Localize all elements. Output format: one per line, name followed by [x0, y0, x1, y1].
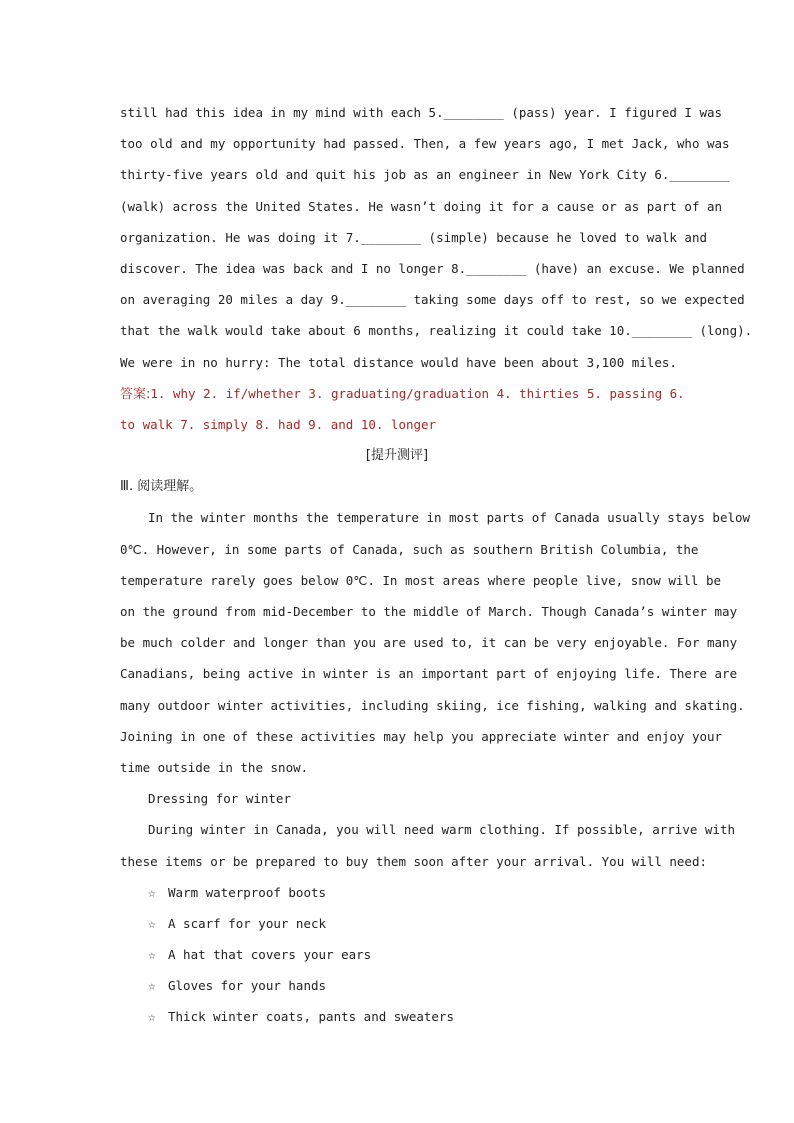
section-tag: [提升测评]: [365, 448, 429, 464]
subheading: Dressing for winter: [148, 791, 291, 807]
list-item: ☆ Gloves for your hands: [120, 970, 674, 1001]
star-icon: ☆: [148, 978, 156, 994]
passage-line: (walk) across the United States. He wasn’t doing it for a cause or as part of an: [120, 198, 723, 214]
answer-key: [120, 378, 685, 440]
star-icon: ☆: [148, 884, 156, 900]
dressing-line: these items or be prepared to buy them soon after your arrival. You will need:: [120, 853, 707, 869]
star-icon: ☆: [148, 915, 156, 931]
passage-line: discover. The idea was back and I no longer 8.________ (have) an excuse. We planned: [120, 260, 745, 276]
section-heading: Ⅲ. 阅读理解。: [120, 479, 203, 495]
answer-label: 答案:: [120, 386, 151, 402]
passage-line: still had this idea in my mind with each 5.________ (pass) year. I figured I was: [120, 105, 723, 120]
dressing-line: During winter in Canada, you will need warm clothing. If possible, arrive with: [148, 822, 735, 838]
reading-line: In the winter months the temperature in most parts of Canada usually stays below: [148, 510, 751, 526]
reading-line: temperature rarely goes below 0℃. In most areas where people live, snow will be: [120, 572, 722, 588]
passage-dressing: [120, 814, 735, 876]
reading-line: time outside in the snow.: [120, 759, 309, 775]
star-icon: ☆: [148, 1009, 156, 1025]
reading-line: Canadians, being active in winter is an important part of enjoying life. There are: [120, 666, 738, 682]
passage-line: organization. He was doing it 7.________ (simple) because he loved to walk and: [120, 229, 707, 245]
reading-line: be much colder and longer than you are used to, it can be very enjoyable. For many: [120, 635, 738, 651]
passage-line: thirty-five years old and quit his job as an engineer in New York City 6.________: [120, 167, 730, 183]
passage-cloze: [120, 97, 753, 378]
star-icon: ☆: [148, 947, 156, 963]
list-item: ☆ Warm waterproof boots: [120, 877, 674, 908]
passage-line: on averaging 20 miles a day 9.________ taking some days off to rest, so we expected: [120, 292, 745, 308]
reading-line: many outdoor winter activities, including skiing, ice fishing, walking and skating.: [120, 697, 745, 713]
reading-line: 0℃. However, in some parts of Canada, such as southern British Columbia, the: [120, 541, 699, 557]
clothing-list: [120, 877, 674, 1033]
answer-line-1: 1. why 2. if/whether 3. graduating/graduation 4. thirties 5. passing 6.: [150, 385, 685, 401]
list-item: ☆ A scarf for your neck: [120, 908, 674, 939]
list-item: ☆ Thick winter coats, pants and sweaters: [120, 1001, 674, 1032]
reading-line: on the ground from mid-December to the middle of March. Though Canada’s winter may: [120, 604, 738, 619]
passage-reading: [120, 502, 751, 783]
passage-line: that the walk would take about 6 months, realizing it could take 10.________ (long).: [120, 323, 753, 339]
reading-line: Joining in one of these activities may help you appreciate winter and enjoy your: [120, 728, 723, 744]
passage-line: too old and my opportunity had passed. Then, a few years ago, I met Jack, who was: [120, 136, 730, 152]
list-item: ☆ A hat that covers your ears: [120, 939, 674, 970]
answer-line-2: to walk 7. simply 8. had 9. and 10. longer: [120, 416, 437, 432]
document-content: [120, 97, 753, 1033]
passage-line: We were in no hurry: The total distance would have been about 3,100 miles.: [120, 354, 677, 370]
